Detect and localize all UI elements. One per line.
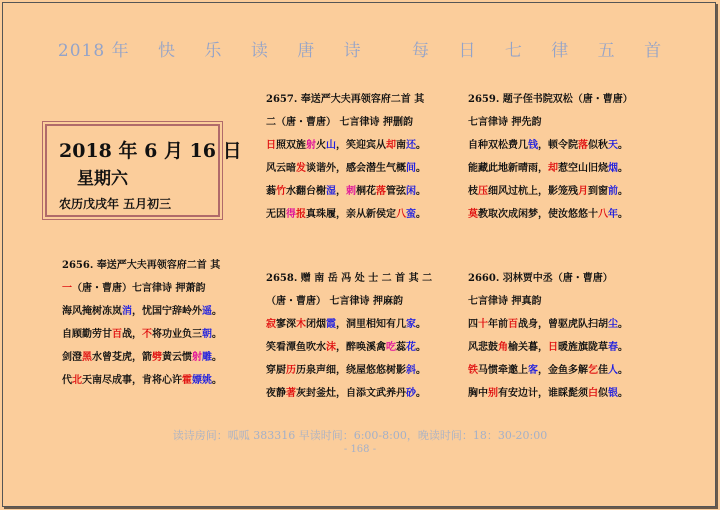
poem-text: 七言律诗 押真韵 xyxy=(468,296,542,307)
poem-text: 2660. 羽林贾中丞（唐・曹唐） xyxy=(468,273,613,284)
poem-text: 。 xyxy=(618,319,628,330)
poem-text: 。 xyxy=(618,140,628,151)
poem-title xyxy=(266,267,432,290)
poem-2658 xyxy=(266,267,432,405)
poem-text: 。 xyxy=(618,209,628,220)
poem-line xyxy=(266,203,426,226)
poem-text: 马惯牵邀上 xyxy=(478,365,528,376)
poem-text: 自种双松费几 xyxy=(468,140,528,151)
poem-text: ，顿令院 xyxy=(538,140,578,151)
poem-subtitle xyxy=(468,111,633,134)
poem-text: 将功业负三 xyxy=(152,329,202,340)
poem-line xyxy=(266,157,426,180)
poem-text: 战身，曾驱虎队扫胡 xyxy=(518,319,608,330)
poem-text: ， xyxy=(336,186,346,197)
highlighted-char: 百 xyxy=(508,319,518,330)
highlighted-char: 落 xyxy=(376,186,386,197)
header-char: 五 xyxy=(597,41,616,61)
poem-line xyxy=(468,382,628,405)
highlighted-char: 砂 xyxy=(406,388,416,399)
highlighted-char: 遥 xyxy=(202,306,212,317)
highlighted-char: 银 xyxy=(608,388,618,399)
poem-subtitle xyxy=(266,290,432,313)
poem-2656 xyxy=(62,254,222,392)
highlighted-char: 吃 xyxy=(386,342,396,353)
poem-text: 自顾勤劳甘 xyxy=(62,329,112,340)
highlighted-char: 霍 xyxy=(182,375,192,386)
poem-text: 蕊 xyxy=(396,342,406,353)
poem-text: 穿厨 xyxy=(266,365,286,376)
poem-text: ，醉唤溪禽 xyxy=(336,342,386,353)
poem-line xyxy=(468,336,628,359)
poem-text: 。 xyxy=(212,306,222,317)
highlighted-char: 尘 xyxy=(608,319,618,330)
poem-line xyxy=(266,359,432,382)
highlighted-char: 雕 xyxy=(202,352,212,363)
header-year: 2018 年 xyxy=(57,41,130,61)
header-char: 快 xyxy=(158,41,176,61)
page-number: - 168 - xyxy=(343,444,377,455)
poem-line xyxy=(468,203,633,226)
highlighted-char: 嫖姚 xyxy=(192,375,212,386)
highlighted-char: 发 xyxy=(296,163,306,174)
poem-text: 灰封釜灶，自添文武养丹 xyxy=(296,388,406,399)
date-weekday: 星期六 xyxy=(77,169,128,189)
poem-2659 xyxy=(468,88,633,226)
poem-2657 xyxy=(266,88,426,226)
highlighted-char: 沫 xyxy=(326,342,336,353)
highlighted-char: 却 xyxy=(548,163,558,174)
poem-text: 似 xyxy=(598,388,608,399)
poem-text: 细风过杭上，影笼残 xyxy=(488,186,578,197)
highlighted-char: 还 xyxy=(406,140,416,151)
highlighted-char: 花 xyxy=(406,342,416,353)
poem-text: 风云暗 xyxy=(266,163,296,174)
header-char: 日 xyxy=(458,41,477,61)
poem-title xyxy=(468,267,628,290)
poem-text: 水曾芟虎，箭 xyxy=(92,352,152,363)
highlighted-char: 钱 xyxy=(528,140,538,151)
poem-text: 惹空山旧烧 xyxy=(558,163,608,174)
poem-text: （唐・曹唐）七言律诗 押萧韵 xyxy=(72,283,206,294)
poem-line xyxy=(266,313,432,336)
highlighted-char: 年 xyxy=(608,209,618,220)
poem-line xyxy=(266,336,432,359)
highlighted-char: 月 xyxy=(578,186,588,197)
poem-text: 。 xyxy=(416,209,426,220)
poem-text: 黄云惯 xyxy=(162,352,192,363)
highlighted-char: 竹 xyxy=(276,186,286,197)
highlighted-char: 八 xyxy=(598,209,608,220)
highlighted-char: 湿 xyxy=(326,186,336,197)
poem-text: 教取次成闲梦，使汝悠悠十 xyxy=(478,209,598,220)
poem-text: ，洞里相知有几 xyxy=(336,319,406,330)
poem-text: 火 xyxy=(316,140,326,151)
header-char: 读 xyxy=(250,41,269,61)
poem-text: ，笑迎宾从 xyxy=(336,140,386,151)
poem-text: 天南尽成事，肯将心许 xyxy=(82,375,182,386)
highlighted-char: 百 xyxy=(112,329,122,340)
poem-line xyxy=(468,180,633,203)
poem-line xyxy=(266,180,426,203)
poem-line xyxy=(62,300,222,323)
poem-text: 。 xyxy=(212,375,222,386)
poem-text: 剑澄 xyxy=(62,352,82,363)
highlighted-char: 压 xyxy=(478,186,488,197)
poem-subtitle xyxy=(266,111,426,134)
highlighted-char: 劈 xyxy=(152,352,162,363)
highlighted-char: 寂 xyxy=(266,319,276,330)
poem-text: 蓊 xyxy=(266,186,276,197)
poem-line xyxy=(468,157,633,180)
highlighted-char: 别 xyxy=(488,388,498,399)
highlighted-char: 刺 xyxy=(346,186,356,197)
poem-text: 谈谐外，感会潜生气概 xyxy=(306,163,406,174)
poem-text: 2657. 奉送严大夫再领容府二首 其 xyxy=(266,94,425,105)
highlighted-char: 朝 xyxy=(202,329,212,340)
highlighted-char: 白 xyxy=(588,388,598,399)
highlighted-char: 客 xyxy=(528,365,538,376)
poem-text: 。 xyxy=(212,352,222,363)
poem-text: ，忧国宁辞岭外 xyxy=(132,306,202,317)
poem-text: 榆关暮， xyxy=(508,342,548,353)
poem-text: 。 xyxy=(212,329,222,340)
poem-text: 枝 xyxy=(468,186,478,197)
poem-2660 xyxy=(468,267,628,405)
highlighted-char: 前 xyxy=(608,186,618,197)
poem-text: 能藏此地新晴雨， xyxy=(468,163,548,174)
header-char: 唐 xyxy=(297,41,316,61)
header-char: 每 xyxy=(412,41,431,61)
highlighted-char: 山 xyxy=(326,140,336,151)
highlighted-char: 得 xyxy=(286,209,296,220)
poem-line xyxy=(266,134,426,157)
highlighted-char: 铁 xyxy=(468,365,478,376)
highlighted-char: 射 xyxy=(192,352,202,363)
highlighted-char: 十 xyxy=(478,319,488,330)
poem-text: 历泉声细，绕屋悠悠树影 xyxy=(296,365,406,376)
poem-text: 暖旌旗陇草 xyxy=(558,342,608,353)
poem-line xyxy=(468,359,628,382)
header-char: 诗 xyxy=(343,41,362,61)
header-char: 七 xyxy=(504,41,523,61)
highlighted-char: 霞 xyxy=(326,319,336,330)
poem-line xyxy=(266,382,432,405)
poem-text: 似秋 xyxy=(588,140,608,151)
date-box xyxy=(45,124,242,217)
poem-text: 胸中 xyxy=(468,388,488,399)
highlighted-char: 北 xyxy=(72,375,82,386)
poem-line xyxy=(62,323,222,346)
poem-text: 。 xyxy=(416,365,426,376)
highlighted-char: 人 xyxy=(608,365,618,376)
header-char: 律 xyxy=(551,41,570,61)
poem-text: 有安边计，谁睬髭须 xyxy=(498,388,588,399)
poem-text: 。 xyxy=(416,319,426,330)
poem-text: 无因 xyxy=(266,209,286,220)
poem-text: 南 xyxy=(396,140,406,151)
page-header xyxy=(0,36,720,61)
highlighted-char: 乞 xyxy=(588,365,598,376)
highlighted-char: 春 xyxy=(608,342,618,353)
highlighted-char: 一 xyxy=(62,283,72,294)
highlighted-char: 天 xyxy=(608,140,618,151)
poem-text: 。 xyxy=(416,140,426,151)
highlighted-char: 烟 xyxy=(608,163,618,174)
poem-text: 水翻台榭 xyxy=(286,186,326,197)
poem-text: 真珠履，亲从新侯定 xyxy=(306,209,396,220)
poem-text: 年前 xyxy=(488,319,508,330)
poem-text: 。 xyxy=(416,186,426,197)
poem-subtitle xyxy=(62,277,222,300)
highlighted-char: 黑 xyxy=(82,352,92,363)
poem-text: 夜静 xyxy=(266,388,286,399)
highlighted-char: 家 xyxy=(406,319,416,330)
highlighted-char: 报 xyxy=(296,209,306,220)
poem-text: 闭烟 xyxy=(306,319,326,330)
highlighted-char: 不 xyxy=(142,329,152,340)
poem-text: 。 xyxy=(618,388,628,399)
poem-text: 风悲鼓 xyxy=(468,342,498,353)
highlighted-char: 闲 xyxy=(406,186,416,197)
poem-line xyxy=(468,313,628,336)
poem-line xyxy=(62,369,222,392)
date-lunar: 农历戊戌年 五月初三 xyxy=(59,197,172,211)
poem-text: 。 xyxy=(618,186,628,197)
highlighted-char: 消 xyxy=(122,306,132,317)
highlighted-char: 著 xyxy=(286,388,296,399)
highlighted-char: 历 xyxy=(286,365,296,376)
poem-text: ，金鱼多解 xyxy=(538,365,588,376)
poem-text: 海风掩树冻岚 xyxy=(62,306,122,317)
date-main: 2018 年 6 月 16 日 xyxy=(59,140,242,162)
highlighted-char: 日 xyxy=(266,140,276,151)
poem-title xyxy=(62,254,222,277)
poem-subtitle xyxy=(468,290,628,313)
poem-text: 照双旌 xyxy=(276,140,306,151)
poem-text: 到窗 xyxy=(588,186,608,197)
highlighted-char: 日 xyxy=(548,342,558,353)
poem-text: 管弦 xyxy=(386,186,406,197)
highlighted-char: 蛮 xyxy=(406,209,416,220)
highlighted-char: 落 xyxy=(578,140,588,151)
poem-line xyxy=(62,346,222,369)
poem-text: 2658. 赠 南 岳 冯 处 士 二 首 其 二 xyxy=(266,273,433,284)
poem-text: 笑看潭鱼吹水 xyxy=(266,342,326,353)
poem-text: 2659. 题子侄书院双松（唐・曹唐） xyxy=(468,94,633,105)
poem-text: （唐・曹唐） 七言律诗 押麻韵 xyxy=(266,296,403,307)
footer-schedule: 读诗房间：呱呱 383316 早读时间：6:00-8:00，晚读时间：18：30-20:00 xyxy=(172,429,548,442)
poem-text: 。 xyxy=(618,163,628,174)
poem-text: 。 xyxy=(416,163,426,174)
highlighted-char: 射 xyxy=(306,140,316,151)
header-char: 首 xyxy=(644,41,663,61)
poem-text: 四 xyxy=(468,319,478,330)
poem-title xyxy=(468,88,633,111)
poem-text: 。 xyxy=(618,365,628,376)
highlighted-char: 却 xyxy=(386,140,396,151)
poem-text: 寥深 xyxy=(276,319,296,330)
poem-text: 。 xyxy=(416,388,426,399)
poem-text: 二（唐・曹唐） 七言律诗 押删韵 xyxy=(266,117,413,128)
poem-text: 战， xyxy=(122,329,142,340)
poem-text: 。 xyxy=(416,342,426,353)
poem-line xyxy=(468,134,633,157)
poem-text: 七言律诗 押先韵 xyxy=(468,117,542,128)
highlighted-char: 间 xyxy=(406,163,416,174)
highlighted-char: 莫 xyxy=(468,209,478,220)
poem-text: 。 xyxy=(618,342,628,353)
highlighted-char: 木 xyxy=(296,319,306,330)
poem-title xyxy=(266,88,426,111)
header-char: 乐 xyxy=(204,41,223,61)
poem-text: 代 xyxy=(62,375,72,386)
highlighted-char: 斜 xyxy=(406,365,416,376)
highlighted-char: 八 xyxy=(396,209,406,220)
poem-text: 佳 xyxy=(598,365,608,376)
poem-text: 2656. 奉送严大夫再领容府二首 其 xyxy=(62,260,221,271)
highlighted-char: 角 xyxy=(498,342,508,353)
poem-text: 桐花 xyxy=(356,186,376,197)
